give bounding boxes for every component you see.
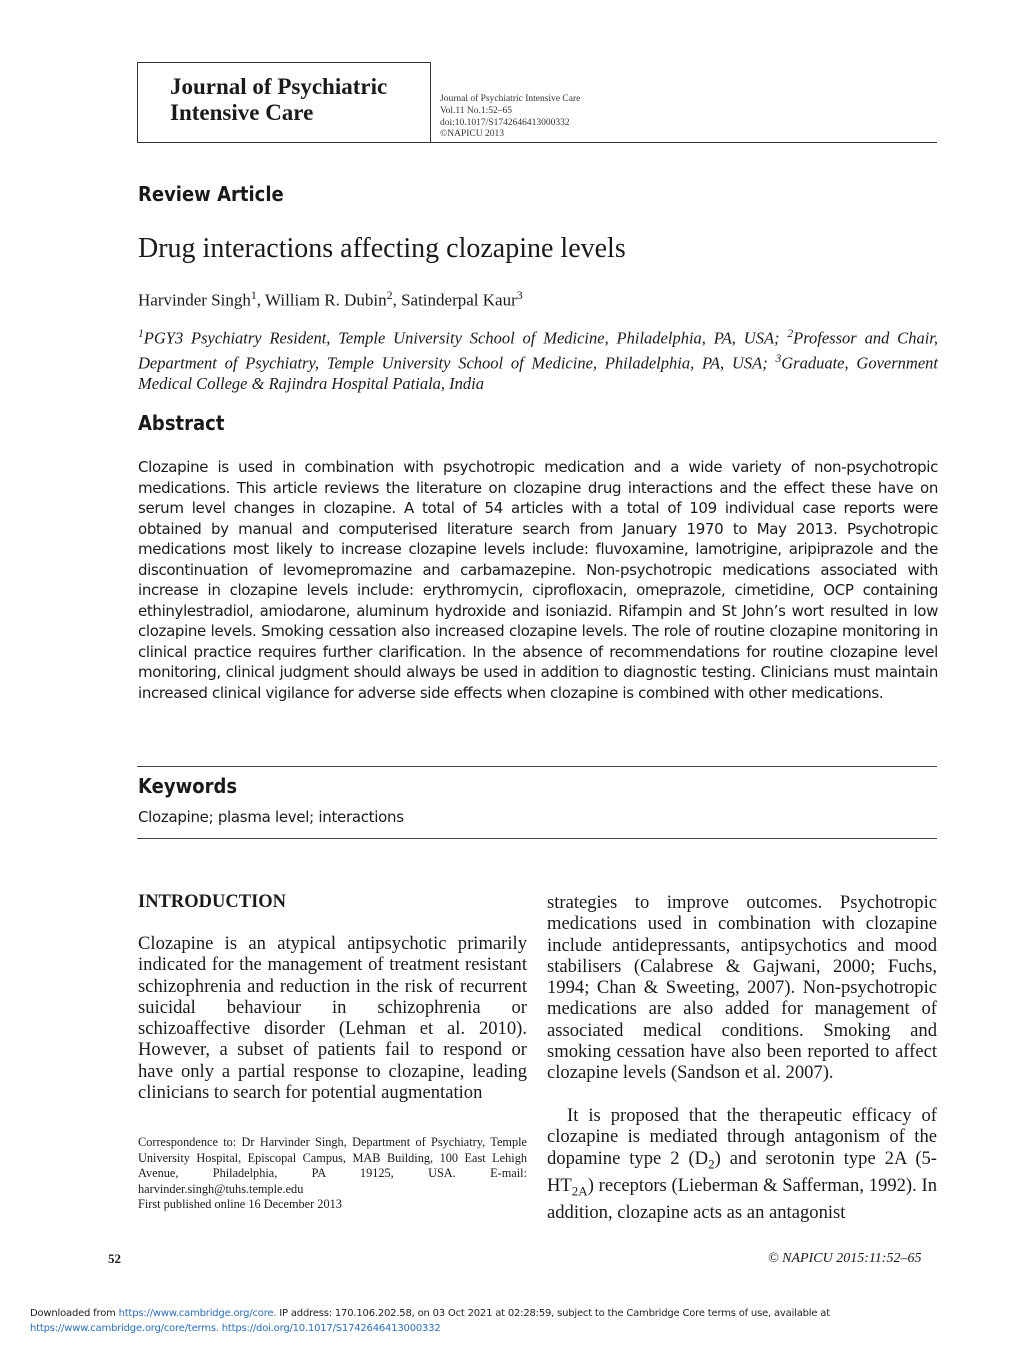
journal-title-line: Journal of Psychiatric	[170, 74, 388, 99]
cambridge-core-link[interactable]: https://www.cambridge.org/core.	[118, 1308, 277, 1319]
journal-meta	[440, 94, 580, 141]
subscript: 2	[708, 1156, 715, 1172]
keywords-top-rule	[137, 766, 937, 767]
body-paragraph	[547, 1105, 937, 1223]
meta-doi: doi:10.1017/S1742646413000332	[440, 117, 570, 128]
body-paragraph: strategies to improve outcomes. Psychotropic medications used in combination with clozapine include antidepressants, antipsychotics and mood stabilisers (Calabrese & Gajwani, 2000; Fuchs, 1994; Chan & Sweeting, 2007). Non-psychotropic medications are also added for management of associated medical conditions. Smoking and smoking cessation have also been reported to affect clozapine levels (Sandson et al. 2007).	[547, 892, 937, 1084]
subscript: 2A	[571, 1183, 588, 1199]
affil-sup: 3	[775, 353, 782, 365]
download-text: Downloaded from	[30, 1308, 119, 1319]
download-notice	[30, 1306, 830, 1336]
text-segment: ) receptors (Lieberman & Safferman, 1992). In addition, clozapine acts as an antagonist	[547, 1174, 937, 1223]
download-text: IP address: 170.106.202.58, on 03 Oct 2021 at 02:28:59, subject to the Cambridge Core terms of use, available at	[276, 1308, 830, 1319]
author-sup: 3	[516, 288, 523, 302]
correspondence-footnote	[138, 1135, 527, 1213]
author-list	[138, 288, 523, 311]
author-sup: 1	[250, 288, 257, 302]
text-segment: It is proposed that the therapeutic efficacy of clozapine is mediated through antagonism of the dopamine type 2 (D	[547, 1105, 937, 1169]
keywords-heading: Keywords	[138, 774, 238, 798]
meta-journal: Journal of Psychiatric Intensive Care	[440, 94, 581, 104]
author-name: Satinderpal Kaur	[401, 290, 517, 310]
author-name: William R. Dubin	[265, 290, 387, 310]
affil-sup: 1	[138, 328, 144, 340]
author-sup: 2	[386, 288, 393, 302]
author-name: Harvinder Singh	[138, 290, 251, 310]
affil-text: PGY3 Psychiatry Resident, Temple University School of Medicine, Philadelphia, PA, USA;	[143, 328, 788, 348]
affil-text: Professor and Chair, Department of Psychiatry, Temple University School of Medicine, Philadelphia, PA, USA;	[138, 328, 938, 373]
abstract-text: Clozapine is used in combination with psychotropic medication and a wide variety of non-psychotropic medications. This article reviews the literature on clozapine drug interactions and the effect these have on serum level changes in clozapine. A total of 54 articles with a total of 109 individual case reports were obtained by manual and computerised literature search from January 1970 to May 2013. Psychotropic medications most likely to increase clozapine levels include: fluvoxamine, lamotrigine, aripiprazole and the discontinuation of levomepromazine and carbamazepine. Non-psychotropic medications associated with increase in clozapine levels include: erythromycin, ciprofloxacin, omeprazole, cimetidine, OCP containing ethinylestradiol, amiodarone, aluminum hydroxide and isoniazid. Rifampin and St John’s wort resulted in low clozapine levels. Smoking cessation also increased clozapine levels. The role of routine clozapine monitoring in clinical practice requires further clarification. In the absence of recommendations for routine clozapine level monitoring, clinical judgment should always be used in addition to diagnostic testing. Clinicians must maintain increased clinical vigilance for adverse side effects when clozapine is combined with other medications.	[138, 458, 938, 702]
author-sep: ,	[392, 290, 402, 310]
journal-title-line: Intensive Care	[170, 100, 314, 125]
abstract-heading: Abstract	[138, 411, 225, 435]
footer-copyright: © NAPICU 2015:11:52–65	[768, 1251, 922, 1266]
affiliations	[138, 324, 938, 395]
keywords-text: Clozapine; plasma level; interactions	[138, 808, 404, 826]
article-title: Drug interactions affecting clozapine levels	[138, 233, 626, 264]
published-date: First published online 16 December 2013	[138, 1197, 342, 1211]
meta-volume: Vol.11 No.1:52–65	[440, 105, 513, 116]
page-number: 52	[108, 1251, 121, 1266]
journal-title	[170, 74, 387, 126]
correspondence-text: Correspondence to: Dr Harvinder Singh, Department of Psychiatry, Temple University Hospital, Episcopal Campus, MAB Building, 100 East Lehigh Avenue, Philadelphia, PA 19125, USA. E-mail: harvinder.singh@tuhs.temple.edu	[138, 1135, 527, 1196]
meta-copyright: ©NAPICU 2013	[440, 129, 504, 140]
affil-sup: 2	[787, 328, 794, 340]
text-segment: ) and serotonin type 2A (5-HT	[547, 1147, 938, 1196]
keywords-bottom-rule	[137, 838, 937, 839]
terms-link[interactable]: https://www.cambridge.org/core/terms.	[30, 1323, 219, 1334]
header-rule	[137, 142, 937, 143]
section-heading: INTRODUCTION	[138, 892, 287, 912]
article-type: Review Article	[138, 182, 284, 206]
affil-text: Graduate, Government Medical College & Rajindra Hospital Patiala, India	[138, 353, 938, 393]
body-paragraph: Clozapine is an atypical antipsychotic primarily indicated for the management of treatment resistant schizophrenia and reduction in the risk of recurrent suicidal behaviour in schizophrenia or schizoaffective disorder (Lehman et al. 2010). However, a subset of patients fail to respond or have only a partial response to clozapine, leading clinicians to search for potential augmentation	[138, 933, 527, 1104]
author-sep: ,	[256, 290, 265, 310]
doi-link[interactable]: https://doi.org/10.1017/S1742646413000332	[221, 1323, 441, 1334]
